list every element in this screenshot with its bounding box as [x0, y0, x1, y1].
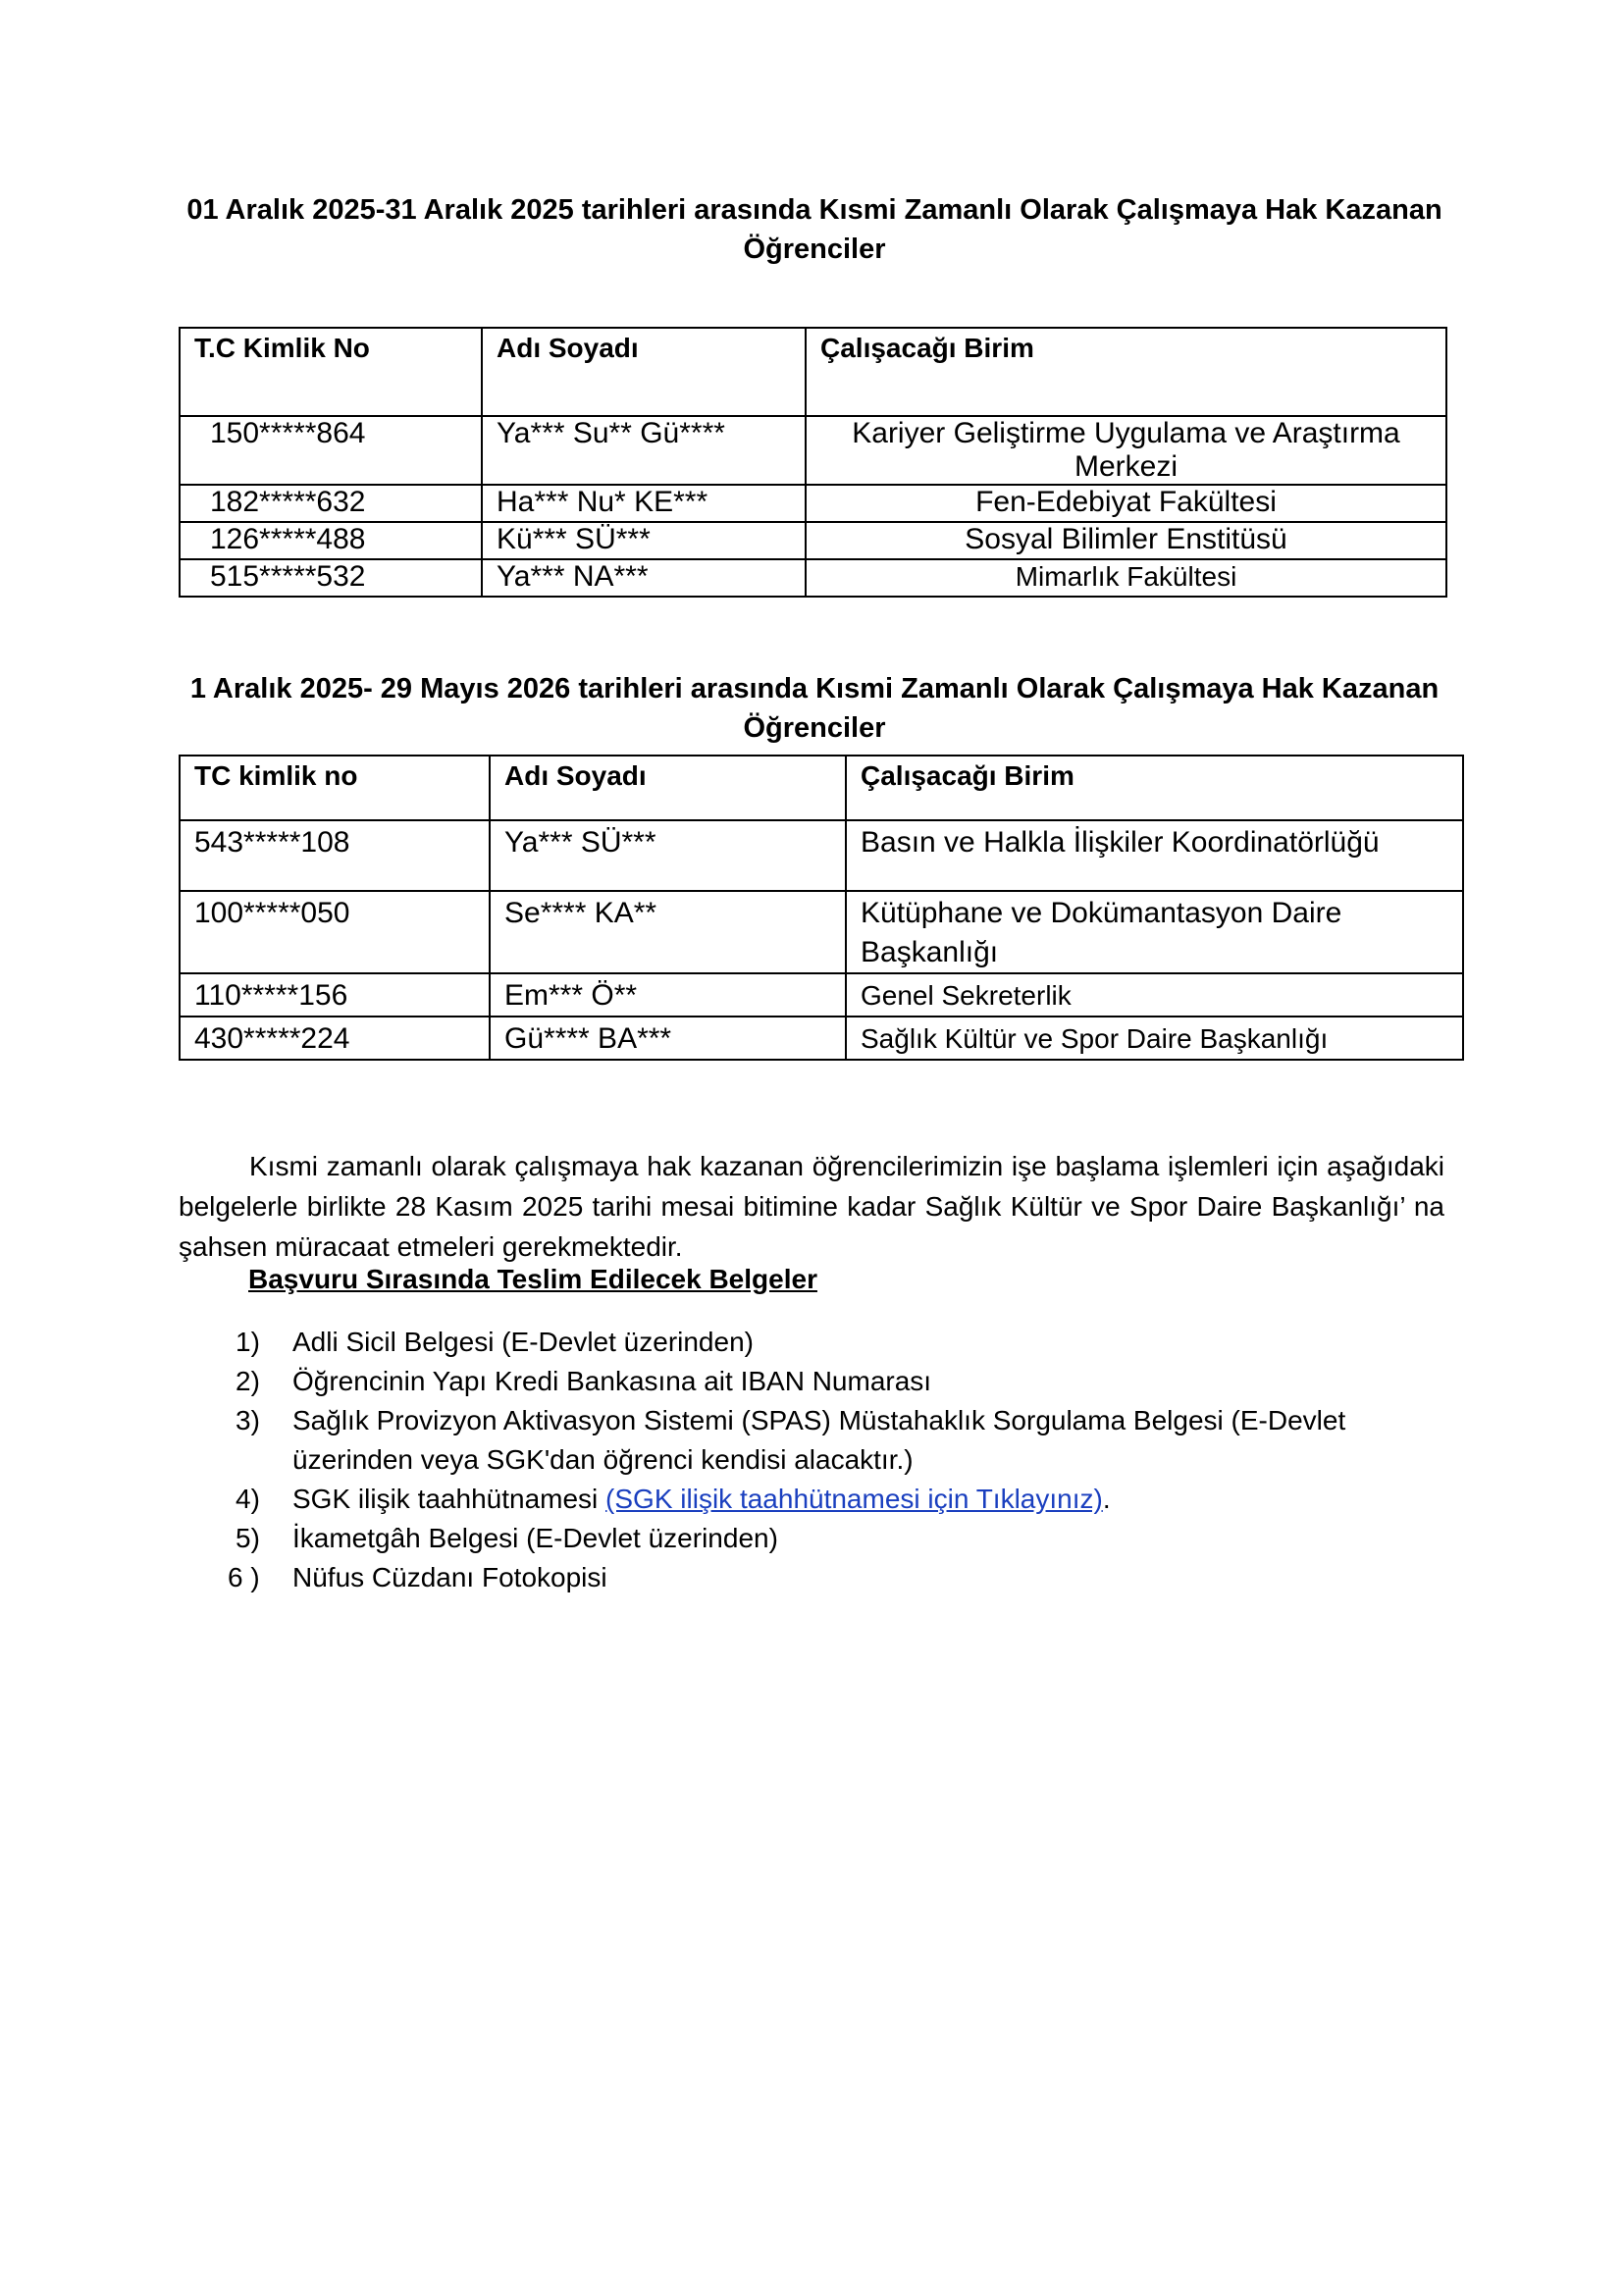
- item-number: 1): [236, 1327, 260, 1357]
- students-table-2: [179, 755, 1464, 1061]
- cell-unit: Sağlık Kültür ve Spor Daire Başkanlığı: [846, 1017, 1463, 1060]
- section2-title: 1 Aralık 2025- 29 Mayıs 2026 tarihleri arasında Kısmi Zamanlı Olarak Çalışmaya Hak Kazanan Öğrenciler: [189, 673, 1440, 744]
- header-tc: TC kimlik no: [180, 756, 490, 820]
- cell-name: Kü*** SÜ***: [482, 522, 806, 559]
- table-row: [180, 1017, 1463, 1060]
- item-number: 4): [236, 1484, 260, 1514]
- header-tc: T.C Kimlik No: [180, 328, 482, 416]
- item-number: 3): [236, 1405, 260, 1435]
- cell-tc: 100*****050: [180, 891, 490, 973]
- item-text: İkametgâh Belgesi (E-Devlet üzerinden): [292, 1523, 778, 1553]
- documents-heading: Başvuru Sırasında Teslim Edilecek Belgeler: [248, 1264, 817, 1294]
- item-text-wrapper: [292, 1480, 1442, 1519]
- cell-name: Se**** KA**: [490, 891, 846, 973]
- list-item: [236, 1362, 1442, 1401]
- item-text: Nüfus Cüzdanı Fotokopisi: [292, 1562, 607, 1592]
- table-row: [180, 522, 1446, 559]
- cell-name: Ya*** Su** Gü****: [482, 416, 806, 485]
- cell-name: Ha*** Nu* KE***: [482, 485, 806, 522]
- cell-tc: 515*****532: [180, 559, 482, 597]
- item-number: 6 ): [228, 1562, 260, 1592]
- item-text-after: .: [1102, 1484, 1111, 1514]
- header-unit: Çalışacağı Birim: [806, 328, 1446, 416]
- item-number: 2): [236, 1366, 260, 1396]
- cell-unit: Kariyer Geliştirme Uygulama ve Araştırma Merkezi: [806, 416, 1446, 485]
- item-number: 5): [236, 1523, 260, 1553]
- table-header-row: [180, 756, 1463, 820]
- list-item: [236, 1480, 1442, 1519]
- cell-name: Ya*** NA***: [482, 559, 806, 597]
- sgk-form-link[interactable]: (SGK ilişik taahhütnamesi için Tıklayınız): [605, 1484, 1103, 1514]
- header-name: Adı Soyadı: [482, 328, 806, 416]
- list-item: [228, 1558, 1442, 1597]
- list-item: [236, 1519, 1442, 1558]
- students-table-1: [179, 327, 1447, 598]
- cell-unit: Kütüphane ve Dokümantasyon Daire Başkanlığı: [846, 891, 1463, 973]
- cell-name: Em*** Ö**: [490, 973, 846, 1017]
- instructions-paragraph: Kısmi zamanlı olarak çalışmaya hak kazanan öğrencilerimizin işe başlama işlemleri için aşağıdaki belgelerle birlikte 28 Kasım 2025 tarihi mesai bitimine kadar Sağlık Kültür ve Spor Daire Başkanlığı’ na şahsen müracaat etmeleri gerekmektedir.: [179, 1151, 1444, 1262]
- cell-unit: Sosyal Bilimler Enstitüsü: [806, 522, 1446, 559]
- cell-tc: 126*****488: [180, 522, 482, 559]
- cell-name: Gü**** BA***: [490, 1017, 846, 1060]
- table-row: [180, 973, 1463, 1017]
- cell-unit: Mimarlık Fakültesi: [806, 559, 1446, 597]
- item-text: Öğrencinin Yapı Kredi Bankasına ait IBAN Numarası: [292, 1366, 932, 1396]
- cell-unit: Genel Sekreterlik: [846, 973, 1463, 1017]
- cell-tc: 150*****864: [180, 416, 482, 485]
- item-text: Sağlık Provizyon Aktivasyon Sistemi (SPAS) Müstahaklık Sorgulama Belgesi (E-Devlet üzerinden veya SGK'dan öğrenci kendisi alacaktır.): [292, 1405, 1346, 1475]
- header-unit: Çalışacağı Birim: [846, 756, 1463, 820]
- cell-name: Ya*** SÜ***: [490, 820, 846, 891]
- header-name: Adı Soyadı: [490, 756, 846, 820]
- cell-unit: Fen-Edebiyat Fakültesi: [806, 485, 1446, 522]
- list-item: [236, 1401, 1442, 1480]
- table-row: [180, 820, 1463, 891]
- cell-tc: 543*****108: [180, 820, 490, 891]
- documents-list: [228, 1323, 1442, 1597]
- table-row: [180, 559, 1446, 597]
- item-text: Adli Sicil Belgesi (E-Devlet üzerinden): [292, 1327, 754, 1357]
- cell-tc: 110*****156: [180, 973, 490, 1017]
- table-row: [180, 891, 1463, 973]
- cell-tc: 430*****224: [180, 1017, 490, 1060]
- cell-tc: 182*****632: [180, 485, 482, 522]
- item-text: SGK ilişik taahhütnamesi: [292, 1484, 599, 1514]
- list-item: [236, 1323, 1442, 1362]
- cell-unit: Basın ve Halkla İlişkiler Koordinatörlüğü: [846, 820, 1463, 891]
- section1-title: 01 Aralık 2025-31 Aralık 2025 tarihleri arasında Kısmi Zamanlı Olarak Çalışmaya Hak Kazanan Öğrenciler: [186, 194, 1442, 265]
- table-row: [180, 416, 1446, 485]
- table-row: [180, 485, 1446, 522]
- table-header-row: [180, 328, 1446, 416]
